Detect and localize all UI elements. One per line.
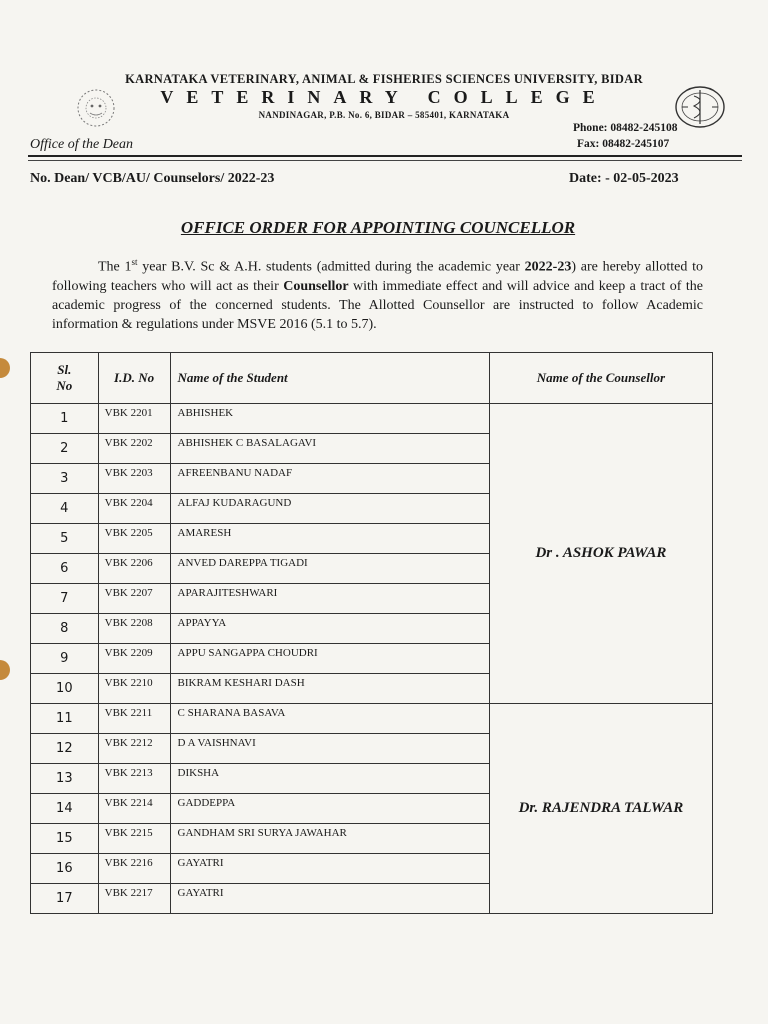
sl-number-cell: 2: [31, 434, 99, 464]
student-name-cell: APPU SANGAPPA CHOUDRI: [170, 644, 489, 674]
student-name-cell: AFREENBANU NADAF: [170, 464, 489, 494]
sl-number-cell: 10: [31, 674, 99, 704]
punch-hole: [0, 358, 10, 378]
sl-number-cell: 13: [31, 764, 99, 794]
header-id-no: I.D. No: [98, 353, 170, 404]
header-counsellor-name: Name of the Counsellor: [489, 353, 712, 404]
student-name-cell: ABHISHEK: [170, 404, 489, 434]
student-name-cell: GAYATRI: [170, 884, 489, 914]
sl-number-cell: 3: [31, 464, 99, 494]
student-id-cell: VBK 2216: [98, 854, 170, 884]
sl-number-cell: 4: [31, 494, 99, 524]
student-id-cell: VBK 2211: [98, 704, 170, 734]
counsellor-allotment-table: [30, 352, 713, 914]
sl-number-cell: 7: [31, 584, 99, 614]
student-name-cell: APARAJITESHWARI: [170, 584, 489, 614]
student-id-cell: VBK 2210: [98, 674, 170, 704]
university-name: KARNATAKA VETERINARY, ANIMAL & FISHERIES SCIENCES UNIVERSITY, BIDAR: [125, 72, 643, 86]
header-student-name: Name of the Student: [170, 353, 489, 404]
sl-number-cell: 8: [31, 614, 99, 644]
phone-number: Phone: 08482-245108: [573, 122, 678, 134]
office-of-dean: Office of the Dean: [30, 137, 134, 152]
college-address: NANDINAGAR, P.B. No. 6, BIDAR – 585401, KARNATAKA: [258, 110, 510, 120]
table-row: [31, 404, 713, 434]
student-id-cell: VBK 2213: [98, 764, 170, 794]
student-name-cell: AMARESH: [170, 524, 489, 554]
student-name-cell: C SHARANA BASAVA: [170, 704, 489, 734]
student-name-cell: DIKSHA: [170, 764, 489, 794]
sl-number-cell: 15: [31, 824, 99, 854]
order-date: Date: - 02-05-2023: [569, 171, 679, 186]
student-name-cell: BIKRAM KESHARI DASH: [170, 674, 489, 704]
student-id-cell: VBK 2214: [98, 794, 170, 824]
student-name-cell: GAYATRI: [170, 854, 489, 884]
fax-number: Fax: 08482-245107: [577, 138, 670, 150]
sl-number-cell: 1: [31, 404, 99, 434]
sl-number-cell: 14: [31, 794, 99, 824]
student-id-cell: VBK 2212: [98, 734, 170, 764]
student-id-cell: VBK 2201: [98, 404, 170, 434]
order-title: OFFICE ORDER FOR APPOINTING COUNCELLOR: [180, 218, 576, 237]
sl-number-cell: 16: [31, 854, 99, 884]
sl-number-cell: 6: [31, 554, 99, 584]
header-divider-thin: [28, 160, 742, 161]
student-name-cell: ANVED DAREPPA TIGADI: [170, 554, 489, 584]
student-name-cell: GADDEPPA: [170, 794, 489, 824]
student-id-cell: VBK 2205: [98, 524, 170, 554]
student-id-cell: VBK 2215: [98, 824, 170, 854]
student-id-cell: VBK 2204: [98, 494, 170, 524]
punch-hole: [0, 660, 10, 680]
student-name-cell: GANDHAM SRI SURYA JAWAHAR: [170, 824, 489, 854]
student-id-cell: VBK 2217: [98, 884, 170, 914]
sl-number-cell: 9: [31, 644, 99, 674]
counsellor-name-cell: Dr . ASHOK PAWAR: [489, 404, 712, 704]
student-id-cell: VBK 2209: [98, 644, 170, 674]
reference-number: No. Dean/ VCB/AU/ Counselors/ 2022-23: [30, 171, 275, 186]
student-id-cell: VBK 2203: [98, 464, 170, 494]
order-body: The 1st year B.V. Sc & A.H. students (admitted during the academic year 2022-23) are hereby allotted to following teachers who will act as their Counsellor with immediate effect and will advice and keep a tract of the academic progress of the concerned students. The Allotted Counsellor are instructed to follow Academic information & regulations under MSVE 2016 (5.1 to 5.7).: [52, 257, 704, 332]
college-name: VETERINARY COLLEGE: [160, 87, 608, 107]
student-id-cell: VBK 2207: [98, 584, 170, 614]
table-body: [31, 404, 713, 914]
student-name-cell: ALFAJ KUDARAGUND: [170, 494, 489, 524]
sl-number-cell: 17: [31, 884, 99, 914]
student-name-cell: D A VAISHNAVI: [170, 734, 489, 764]
sl-number-cell: 5: [31, 524, 99, 554]
student-id-cell: VBK 2206: [98, 554, 170, 584]
student-id-cell: VBK 2202: [98, 434, 170, 464]
sl-number-cell: 11: [31, 704, 99, 734]
student-name-cell: ABHISHEK C BASALAGAVI: [170, 434, 489, 464]
counsellor-name-cell: Dr. RAJENDRA TALWAR: [489, 704, 712, 914]
header-sl-no: Sl. No: [31, 353, 99, 404]
student-name-cell: APPAYYA: [170, 614, 489, 644]
sl-number-cell: 12: [31, 734, 99, 764]
table-row: [31, 704, 713, 734]
student-id-cell: VBK 2208: [98, 614, 170, 644]
header-divider: [28, 155, 742, 157]
